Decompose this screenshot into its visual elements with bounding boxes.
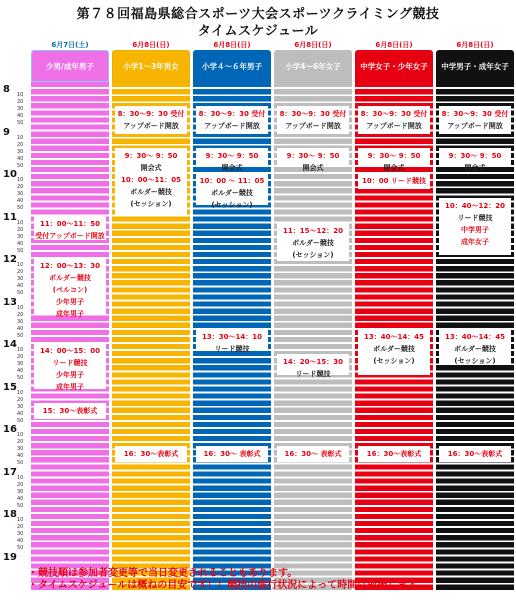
minute-label: 50 (17, 375, 24, 382)
event-line: 14：00～15：00 (40, 347, 100, 355)
minute-label: 30 (17, 276, 24, 283)
minute-label: 50 (17, 417, 24, 424)
event-line: 16：30～表彰式 (123, 449, 179, 458)
event-box (115, 106, 187, 134)
note-2: ・タイムスケジュールは概ねの目安です！！競技の進行状況によって時間は前後します。 (28, 580, 427, 591)
minute-label: 20 (17, 184, 24, 191)
event-line: (セッション) (292, 250, 334, 259)
event-line: (セッション) (130, 200, 172, 209)
event-line: ボルダー競技 (49, 274, 91, 282)
column-body (31, 82, 109, 590)
column-header: 小学1～3年男女 (112, 50, 190, 82)
hour-label: 9 (3, 126, 10, 138)
column-header: 中学女子・少年女子 (355, 50, 433, 82)
minute-label: 40 (17, 410, 24, 417)
event-line: 13：30～14：10 (202, 332, 262, 341)
event-box (358, 173, 430, 189)
minute-label: 20 (17, 269, 24, 276)
column-date: 6月8日(日) (132, 41, 170, 49)
minute-label: 50 (17, 545, 24, 552)
note-1: ・競技順は参加者変更等で当日変更されることもあります。 (28, 568, 298, 579)
column-date: 6月8日(日) (456, 41, 494, 49)
minute-label: 20 (17, 226, 24, 233)
event-line: リード競技 (457, 213, 493, 222)
minute-label: 40 (17, 495, 24, 502)
event-line: 8：30～9：30 受付 (198, 109, 266, 118)
minute-label: 20 (17, 524, 24, 531)
event-box (277, 148, 349, 173)
event-line: 16：30～ 表彰式 (203, 449, 261, 458)
event-line: (セッション) (373, 356, 415, 365)
event-line: リード競技 (214, 344, 250, 353)
event-box (34, 403, 106, 419)
hour-label: 11 (3, 211, 17, 223)
minute-label: 40 (17, 325, 24, 332)
event-box (277, 223, 349, 262)
column-date: 6月8日(日) (294, 41, 332, 49)
minute-label: 50 (17, 332, 24, 339)
minute-label: 10 (17, 262, 24, 269)
minute-label: 30 (17, 318, 24, 325)
schedule-column (355, 40, 433, 590)
event-line: 14：20～15：30 (283, 357, 343, 366)
event-line: 10：00～11：05 (121, 176, 181, 185)
event-line: 開会式 (140, 164, 162, 173)
event-box (34, 258, 106, 318)
schedule-column (31, 40, 109, 590)
event-line: 8：30～9：30 受付 (279, 109, 347, 118)
event-line: アップボード開放 (447, 121, 503, 130)
event-line: 16：30～表彰式 (447, 449, 503, 458)
event-line: リード競技 (295, 369, 331, 378)
event-line: 10：40～12：20 (445, 201, 505, 210)
minute-label: 30 (17, 148, 24, 155)
minute-label: 10 (17, 304, 24, 311)
column-date: 6月8日(日) (213, 41, 251, 49)
event-box (439, 148, 511, 173)
event-line: 8：30～9：30 受付 (360, 109, 428, 118)
column-body (193, 82, 271, 590)
minute-label: 50 (17, 120, 24, 127)
event-box (439, 106, 511, 134)
event-box (277, 354, 349, 378)
minute-label: 40 (17, 155, 24, 162)
event-line: アップボード開放 (123, 121, 179, 130)
event-line: 8：30～9：30 受付 (441, 109, 509, 118)
event-box (196, 446, 268, 462)
event-line: 9：30～ 9：50 (448, 152, 502, 161)
event-line: 開会式 (302, 164, 324, 173)
event-line: 成年男子 (56, 310, 84, 318)
column-date: 6月8日(日) (375, 41, 413, 49)
column-body (112, 82, 190, 590)
event-line: 10：00 ～ 11：05 (199, 177, 265, 185)
minute-label: 40 (17, 283, 24, 290)
minute-label: 20 (17, 354, 24, 361)
event-line: 開会式 (221, 164, 243, 173)
page-subtitle: タイムスケジュール (197, 24, 319, 39)
event-line: 11：15～12：20 (283, 226, 343, 235)
minute-label: 40 (17, 368, 24, 375)
event-box (439, 446, 511, 462)
event-line: 9：30～ 9：50 (367, 152, 421, 161)
event-line: 11：00～11：50 (40, 219, 100, 228)
event-line: 13：40～14：45 (445, 332, 505, 341)
minute-label: 30 (17, 233, 24, 240)
event-line: 中学男子 (461, 225, 489, 234)
minute-label: 30 (17, 446, 24, 453)
minute-label: 50 (17, 290, 24, 297)
minute-label: 40 (17, 453, 24, 460)
minute-label: 20 (17, 396, 24, 403)
event-line: 8：30～9：30 受付 (117, 109, 185, 118)
schedule-column (193, 40, 271, 590)
column-body (436, 82, 514, 590)
event-box (196, 148, 268, 173)
schedule-column (112, 40, 190, 590)
minute-label: 30 (17, 403, 24, 410)
hour-label: 15 (3, 381, 17, 393)
event-box (34, 216, 106, 241)
hour-label: 14 (3, 339, 17, 350)
minute-label: 40 (17, 538, 24, 545)
minute-label: 10 (17, 347, 24, 354)
notes (28, 568, 426, 592)
event-line: ボルダー競技 (454, 344, 496, 353)
hour-label: 16 (3, 424, 17, 435)
event-line: アップボード開放 (285, 121, 341, 130)
event-line: 10：00 リード競技 (362, 177, 426, 185)
event-line: 13：40～14：45 (364, 332, 424, 341)
event-line: リード競技 (52, 359, 88, 367)
minute-label: 30 (17, 361, 24, 368)
event-box (277, 446, 349, 462)
event-line: ボルダー競技 (292, 238, 334, 247)
event-line: 9：30～ 9：50 (205, 152, 259, 161)
minute-label: 10 (17, 92, 24, 99)
event-line: 受付アップボード開放 (35, 231, 105, 240)
minute-label: 50 (17, 162, 24, 169)
event-box (196, 329, 268, 353)
event-box (439, 198, 511, 255)
event-box (115, 148, 187, 215)
minute-label: 10 (17, 134, 24, 141)
column-header: 中学男子・成年女子 (436, 50, 514, 82)
minute-label: 50 (17, 247, 24, 254)
minute-label: 50 (17, 460, 24, 467)
hour-label: 19 (3, 551, 17, 563)
minute-label: 20 (17, 99, 24, 106)
event-line: ボルダー競技 (211, 189, 253, 197)
event-line: (セッション) (454, 356, 496, 365)
minute-label: 30 (17, 106, 24, 113)
event-line: (ペルコン) (52, 286, 88, 294)
minute-label: 10 (17, 432, 24, 439)
event-box (196, 173, 268, 209)
time-axis (3, 84, 27, 563)
event-line: 15：30～表彰式 (42, 407, 98, 416)
minute-label: 30 (17, 191, 24, 198)
minute-label: 10 (17, 389, 24, 396)
event-line: ボルダー競技 (373, 344, 415, 353)
event-box (115, 446, 187, 462)
event-line: アップボード開放 (204, 121, 260, 130)
event-line: 9：30～ 9：50 (124, 152, 178, 161)
event-line: 12：00～13：30 (40, 262, 100, 270)
column-header: 小学４～６年男子 (193, 50, 271, 82)
hour-label: 13 (3, 296, 17, 308)
hour-label: 12 (3, 254, 17, 265)
minute-label: 30 (17, 531, 24, 538)
event-line: アップボード開放 (366, 121, 422, 130)
column-header: 小学4～6年女子 (274, 50, 352, 82)
event-line: (セッション) (211, 201, 253, 209)
page-title: 第７８回福島県総合スポーツ大会スポーツクライミング競技 (76, 7, 440, 22)
minute-label: 10 (17, 177, 24, 184)
event-line: 開会式 (383, 164, 405, 173)
event-line: 成年男子 (56, 383, 84, 391)
minute-label: 20 (17, 311, 24, 318)
event-line: 16：30～表彰式 (366, 449, 422, 458)
minute-label: 20 (17, 481, 24, 488)
event-box (196, 106, 268, 134)
event-line: 少年男子 (56, 298, 84, 306)
event-box (439, 329, 511, 364)
event-box (277, 106, 349, 134)
event-line: 少年男子 (56, 371, 84, 379)
event-line: 成年女子 (461, 237, 489, 246)
minute-label: 40 (17, 198, 24, 205)
schedule-column (274, 40, 352, 590)
minute-label: 50 (17, 205, 24, 212)
event-box (358, 148, 430, 173)
event-line: 9：30～ 9：50 (286, 152, 340, 161)
minute-label: 20 (17, 141, 24, 148)
minute-label: 40 (17, 113, 24, 120)
minute-label: 40 (17, 240, 24, 247)
minute-label: 10 (17, 474, 24, 481)
column-header: 少男/成年男子 (31, 50, 109, 82)
column-body (355, 82, 433, 590)
hour-label: 17 (3, 466, 17, 478)
minute-label: 50 (17, 502, 24, 509)
event-box (358, 446, 430, 462)
hour-label: 8 (3, 84, 10, 95)
minute-label: 30 (17, 488, 24, 495)
event-line: 開会式 (464, 164, 486, 173)
event-box (34, 343, 106, 389)
event-line: 16：30～ 表彰式 (284, 449, 342, 458)
minute-label: 10 (17, 517, 24, 524)
schedule-column (436, 40, 514, 590)
event-box (358, 329, 430, 375)
minute-label: 20 (17, 439, 24, 446)
hour-label: 10 (3, 169, 17, 180)
column-body (274, 82, 352, 590)
column-date: 6月7日(土) (51, 41, 89, 49)
event-box (358, 106, 430, 134)
minute-label: 10 (17, 219, 24, 226)
hour-label: 18 (3, 509, 17, 520)
event-line: ボルダー競技 (130, 188, 172, 197)
